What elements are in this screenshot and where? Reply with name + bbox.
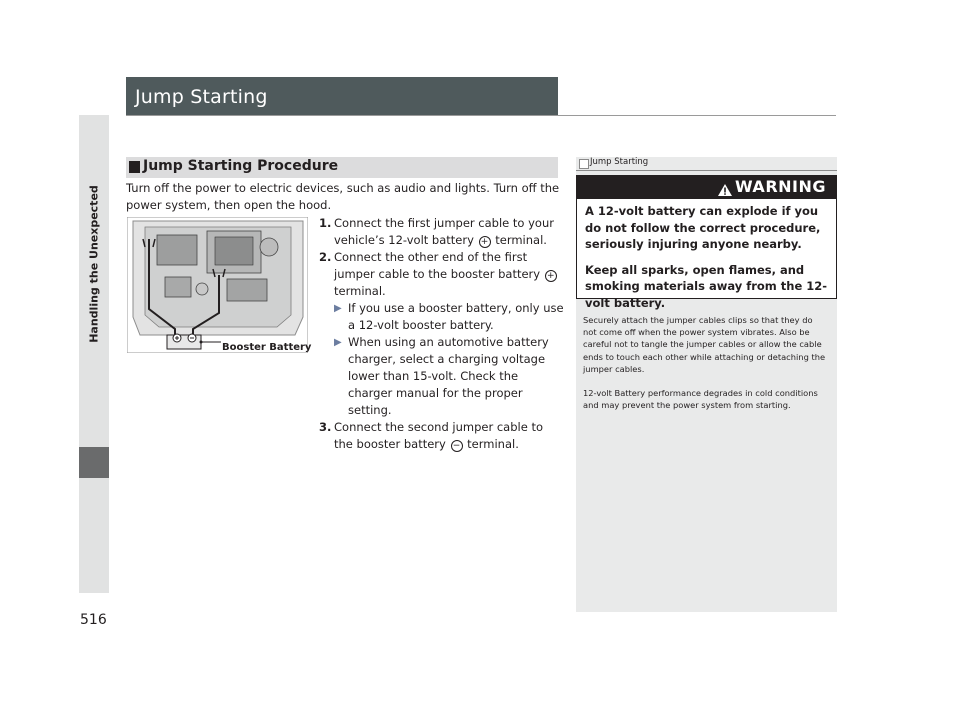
substep-text: If you use a booster battery, only use a 12-volt booster battery. <box>348 301 564 332</box>
step-text: Connect the second jumper cable to the booster battery <box>334 420 543 451</box>
step-1 <box>314 215 564 249</box>
arrow-right-icon: ▶ <box>334 337 342 348</box>
minus-terminal-icon: − <box>451 440 463 452</box>
section-heading: Jump Starting Procedure <box>143 158 339 174</box>
square-bullet-icon <box>129 161 140 173</box>
engine-bay-figure <box>127 217 308 353</box>
step-text: Connect the other end of the first jumper cable to the booster battery <box>334 250 541 281</box>
step-2 <box>314 249 564 300</box>
warning-text <box>585 203 830 320</box>
page-title: Jump Starting <box>135 86 268 108</box>
step-text-end: terminal. <box>467 437 519 451</box>
step-number: 3. <box>319 420 332 434</box>
substep-2 <box>314 334 564 419</box>
page-number: 516 <box>80 612 107 628</box>
note-paragraph-2: 12-volt Battery performance degrades in cold conditions and may prevent the power system from starting. <box>583 388 818 411</box>
step-3 <box>314 419 564 453</box>
title-rule <box>126 115 836 116</box>
plus-terminal-icon: + <box>545 270 557 282</box>
steps-list <box>314 215 564 453</box>
warning-paragraph-2: Keep all sparks, open flames, and smoking materials away from the 12-volt battery. <box>585 262 828 310</box>
arrow-right-icon: ▶ <box>334 303 342 314</box>
figure-caption: Booster Battery <box>222 342 312 353</box>
sidebar-header: Jump Starting <box>590 157 649 167</box>
warning-label: WARNING <box>735 177 826 196</box>
step-number: 1. <box>319 216 332 230</box>
step-text-end: terminal. <box>334 284 386 298</box>
side-tab-marker <box>79 447 109 478</box>
reference-box-icon <box>579 159 589 169</box>
note-paragraph-1: Securely attach the jumper cables clips so that they do not come off when the power system vibrates. Also be careful not to tangle the jumper cables or allow the cable ends to touch each other while attaching or detaching the jumper cables. <box>583 315 826 374</box>
sidebar-notes <box>583 314 828 423</box>
step-number: 2. <box>319 250 332 264</box>
intro-text: Turn off the power to electric devices, such as audio and lights. Turn off the power system, then open the hood. <box>126 181 560 212</box>
substep-text: When using an automotive battery charger, select a charging voltage lower than 15-volt. Check the charger manual for the proper setting. <box>348 335 549 417</box>
warning-paragraph-1: A 12-volt battery can explode if you do not follow the correct procedure, seriously injuring anyone nearby. <box>585 204 821 251</box>
step-text-end: terminal. <box>495 233 547 247</box>
step-text: Connect the first jumper cable to your vehicle’s 12-volt battery <box>334 216 554 247</box>
plus-terminal-icon: + <box>479 236 491 248</box>
warning-triangle-icon <box>718 181 732 193</box>
substep-1 <box>314 300 564 334</box>
